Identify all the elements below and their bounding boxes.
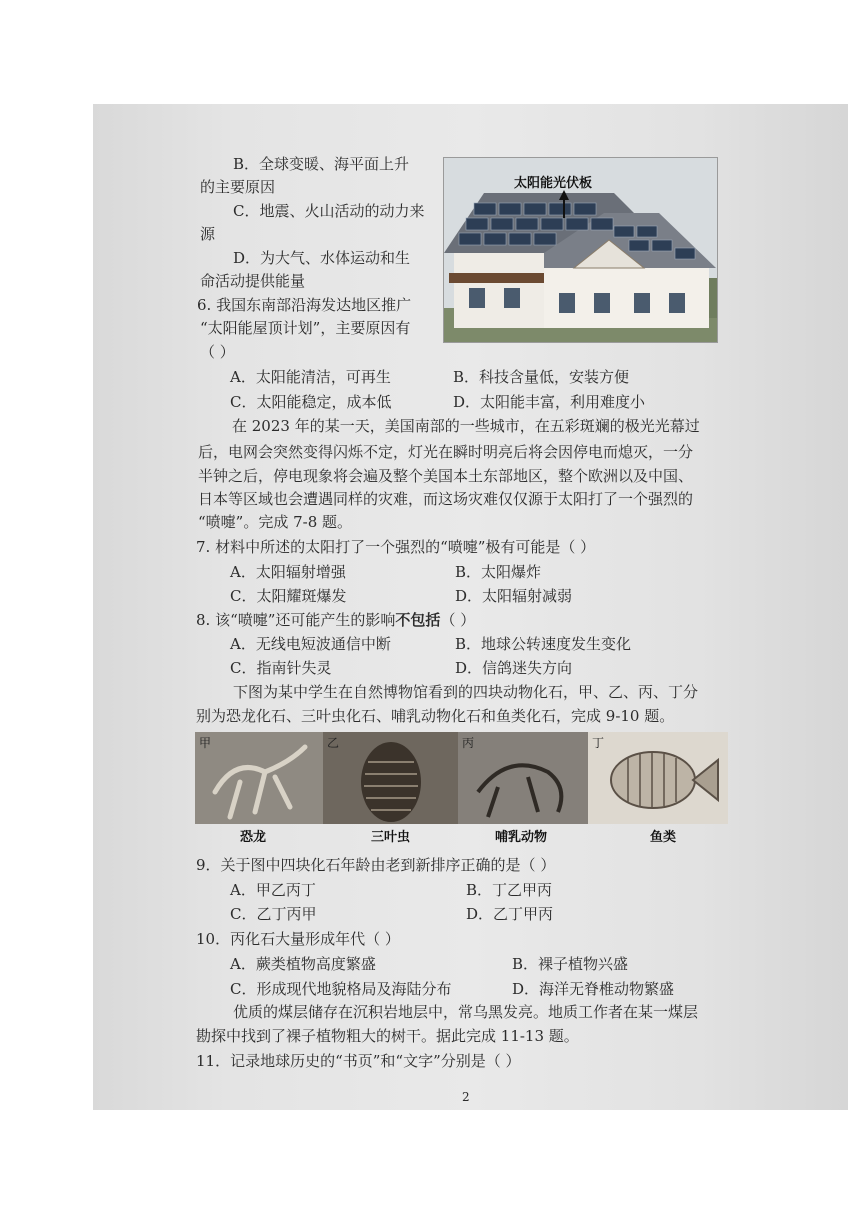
q6-stem-2: “太阳能屋顶计划”，主要原因有 (200, 319, 411, 337)
q9-option-a: A．甲乙丙丁 (230, 881, 316, 899)
caption-trilobite: 三叶虫 (371, 830, 411, 845)
passage3-line: 优质的煤层储存在沉积岩地层中，常乌黑发亮。地质工作者在某一煤层 (233, 1003, 699, 1021)
passage1-line: “喷嚏”。完成 7-8 题。 (198, 513, 353, 531)
q10-stem: 10．丙化石大量形成年代（ ） (196, 930, 400, 948)
fossil-dinosaur (195, 732, 323, 824)
q9-option-d: D．乙丁甲丙 (466, 905, 554, 923)
dinosaur-fossil-icon (195, 732, 323, 824)
q9-stem: 9．关于图中四块化石年龄由老到新排序正确的是（ ） (196, 856, 556, 874)
q6-option-a: A．太阳能清洁，可再生 (230, 368, 391, 386)
passage1-line: 日本等区域也会遭遇同样的灾难，而这场灾难仅仅源于太阳打了一个强烈的 (198, 490, 694, 508)
q5-option-b-cont: 的主要原因 (200, 178, 276, 196)
caption-mammal: 哺乳动物 (495, 830, 548, 845)
fossil-tag-yi: 乙 (327, 736, 340, 750)
q6-option-c: C．太阳能稳定，成本低 (230, 393, 392, 411)
caption-fish: 鱼类 (650, 830, 677, 845)
q5-option-d-cont: 命活动提供能量 (200, 272, 306, 290)
fossil-tag-bing: 丙 (462, 736, 475, 750)
fossil-fish (588, 732, 728, 824)
mammal-fossil-icon (458, 732, 588, 824)
caption-dinosaur: 恐龙 (240, 830, 267, 845)
fossil-images (195, 732, 728, 824)
solar-panel-label: 太阳能光伏板 (514, 176, 593, 191)
page-number: 2 (462, 1090, 470, 1104)
q8-stem-emphasis: 不包括 (395, 611, 441, 629)
fish-fossil-icon (588, 732, 728, 824)
q7-option-a: A．太阳辐射增强 (230, 563, 346, 581)
q6-option-d: D．太阳能丰富，利用难度小 (453, 393, 646, 411)
q11-stem: 11．记录地球历史的“书页”和“文字”分别是（ ） (196, 1052, 521, 1070)
q5-option-c-cont: 源 (200, 225, 216, 243)
solar-house-photo (443, 157, 718, 343)
q8-option-a: A．无线电短波通信中断 (230, 635, 391, 653)
q10-option-a: A．蕨类植物高度繁盛 (230, 955, 376, 973)
q9-option-b: B．丁乙甲丙 (466, 881, 553, 899)
q8-stem-post: （ ） (440, 611, 476, 629)
q8-stem (196, 610, 475, 630)
passage1-line: 半钟之后，停电现象将会遍及整个美国本土东部地区，整个欧洲以及中国、 (198, 467, 694, 485)
q9-option-c: C．乙丁丙甲 (230, 905, 317, 923)
q7-stem: 7. 材料中所述的太阳打了一个强烈的“喷嚏”极有可能是（ ） (196, 538, 596, 556)
q5-option-d: D．为大气、水体运动和生 (233, 249, 411, 267)
passage1-line: 后，电网会突然变得闪烁不定，灯光在瞬时明亮后将会因停电而熄灭，一分 (198, 443, 694, 461)
fossil-mammal (458, 732, 588, 824)
passage2-line: 下图为某中学生在自然博物馆看到的四块动物化石，甲、乙、丙、丁分 (233, 683, 699, 701)
q7-option-c: C．太阳耀斑爆发 (230, 587, 347, 605)
passage2-line: 别为恐龙化石、三叶虫化石、哺乳动物化石和鱼类化石，完成 9-10 题。 (196, 707, 675, 725)
fossil-tag-ding: 丁 (592, 736, 605, 750)
q8-stem-pre: 8. 该“喷嚏”还可能产生的影响 (196, 611, 396, 629)
q7-option-b: B．太阳爆炸 (455, 563, 542, 581)
q10-option-d: D．海洋无脊椎动物繁盛 (512, 980, 675, 998)
q8-option-d: D．信鸽迷失方向 (455, 659, 573, 677)
q10-option-c: C．形成现代地貌格局及海陆分布 (230, 980, 452, 998)
q8-option-c: C．指南针失灵 (230, 659, 332, 677)
passage3-line: 勘探中找到了裸子植物粗大的树干。据此完成 11-13 题。 (196, 1027, 579, 1045)
q7-option-d: D．太阳辐射减弱 (455, 587, 573, 605)
q6-stem-3: （ ） (200, 343, 235, 361)
q8-option-b: B．地球公转速度发生变化 (455, 635, 632, 653)
q5-option-b: B．全球变暖、海平面上升 (233, 155, 410, 173)
fossil-trilobite (323, 732, 458, 824)
q6-option-b: B．科技含量低，安装方便 (453, 368, 630, 386)
trilobite-fossil-icon (323, 732, 458, 824)
fossil-tag-jia: 甲 (199, 736, 212, 750)
q6-stem-1: 6. 我国东南部沿海发达地区推广 (197, 296, 412, 314)
passage1-line: 在 2023 年的某一天，美国南部的一些城市，在五彩斑斓的极光光幕过 (232, 417, 700, 435)
q5-option-c: C．地震、火山活动的动力来 (233, 202, 425, 220)
q10-option-b: B．裸子植物兴盛 (512, 955, 629, 973)
